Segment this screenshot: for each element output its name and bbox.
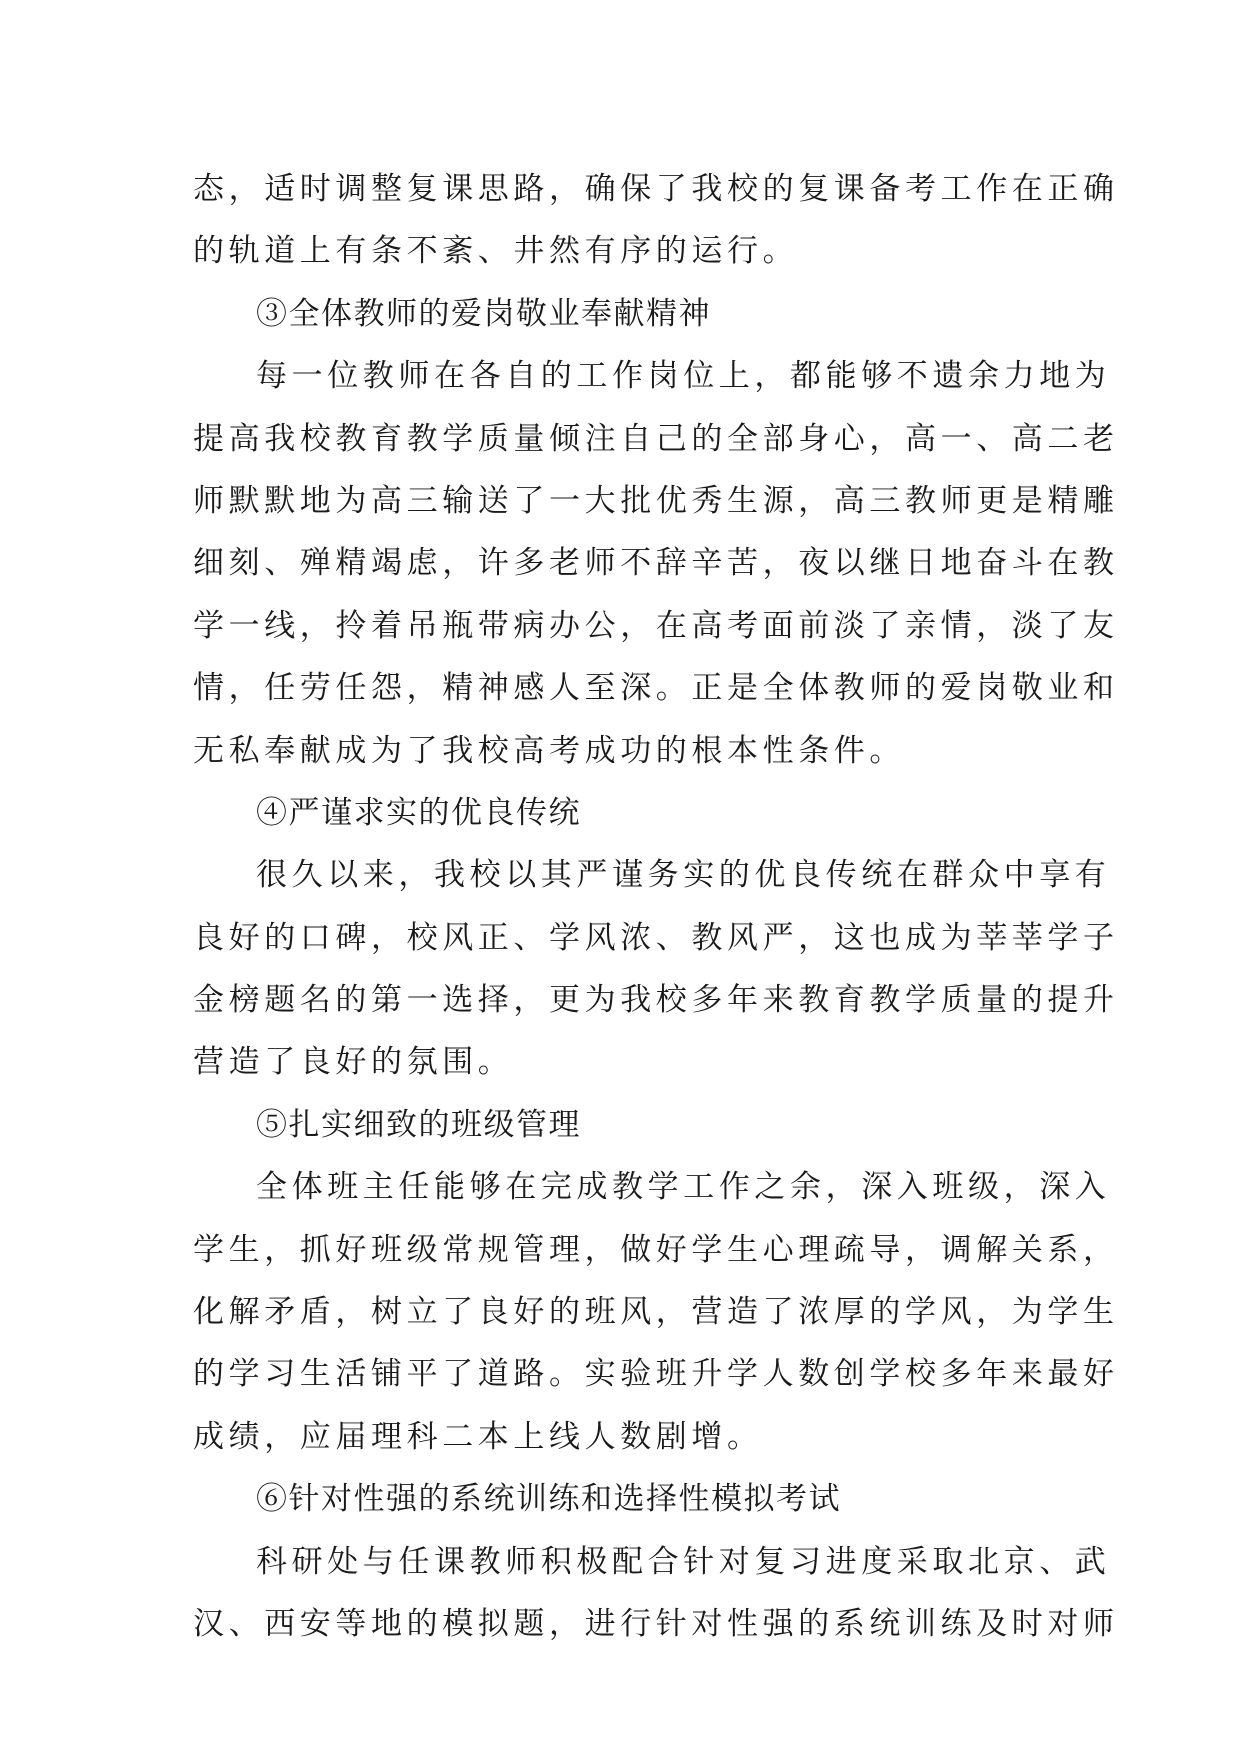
text-line: 很久以来，我校以其严谨务实的优良传统在群众中享有 [256, 857, 1111, 894]
text-line: 学生，抓好班级常规管理，做好学生心理疏导，调解关系， [193, 1231, 1119, 1268]
text-line: 提高我校教育教学质量倾注自己的全部身心，高一、高二老 [193, 420, 1119, 457]
text-line: 细刻、殚精竭虑，许多老师不辞辛苦，夜以继日地奋斗在教 [193, 545, 1119, 582]
section-heading: ③全体教师的爱岗敬业奉献精神 [256, 295, 711, 332]
text-line: 金榜题名的第一选择，更为我校多年来教育教学质量的提升 [193, 982, 1119, 1019]
text-line: 化解矛盾，树立了良好的班风，营造了浓厚的学风，为学生 [193, 1294, 1119, 1331]
text-line: 态，适时调整复课思路，确保了我校的复课备考工作在正确 [193, 171, 1119, 207]
text-line: 全体班主任能够在完成教学工作之余，深入班级，深入 [256, 1169, 1111, 1206]
text-line: 无私奉献成为了我校高考成功的根本性条件。 [193, 732, 905, 769]
text-line: 每一位教师在各自的工作岗位上，都能够不遗余力地为 [256, 358, 1111, 395]
text-line: 的轨道上有条不紊、井然有序的运行。 [193, 233, 799, 270]
section-heading: ④严谨求实的优良传统 [256, 794, 581, 831]
text-line: 师默默地为高三输送了一大批优秀生源，高三教师更是精雕 [193, 482, 1119, 519]
text-line: 情，任劳任怨，精神感人至深。正是全体教师的爱岗敬业和 [193, 670, 1119, 707]
document-body [193, 158, 1119, 1655]
text-line: 的学习生活铺平了道路。实验班升学人数创学校多年来最好 [193, 1356, 1119, 1393]
text-line: 学一线，拎着吊瓶带病办公，在高考面前淡了亲情，淡了友 [193, 607, 1119, 644]
text-line: 成绩，应届理科二本上线人数剧增。 [193, 1418, 763, 1455]
text-line: 营造了良好的氛围。 [193, 1044, 514, 1081]
text-line: 汉、西安等地的模拟题，进行针对性强的系统训练及时对师 [193, 1605, 1119, 1642]
section-heading: ⑤扎实细致的班级管理 [256, 1106, 581, 1143]
text-line: 良好的口碑，校风正、学风浓、教风严，这也成为莘莘学子 [193, 919, 1119, 956]
text-line: 科研处与任课教师积极配合针对复习进度采取北京、武 [256, 1543, 1111, 1580]
section-heading: ⑥针对性强的系统训练和选择性模拟考试 [256, 1481, 841, 1518]
